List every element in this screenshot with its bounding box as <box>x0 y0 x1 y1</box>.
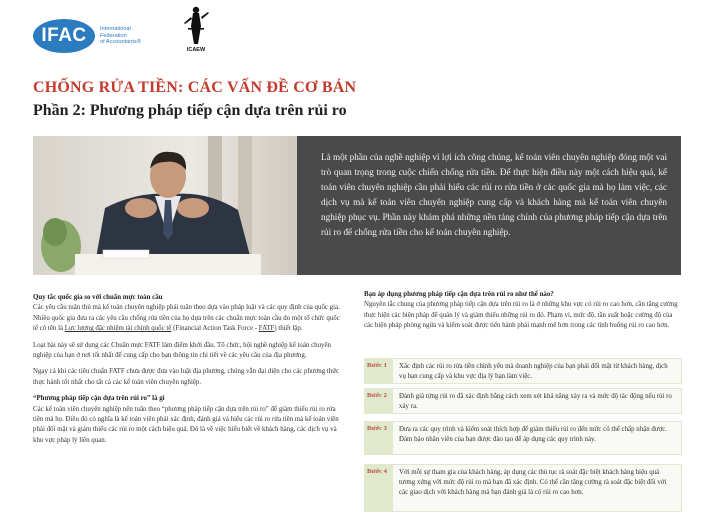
page-title: CHỐNG RỬA TIỀN: CÁC VẤN ĐỀ CƠ BẢN <box>33 79 357 96</box>
section-heading-risk-based-approach: “Phương pháp tiếp cận dựa trên rủi ro” là gì <box>33 395 165 403</box>
icaew-logo <box>180 4 212 54</box>
step-label: Bước 3 <box>364 421 393 455</box>
ifac-logo <box>33 19 162 53</box>
hero-paragraph: Là một phần của nghề nghiệp vì lợi ích công chúng, kế toán viên chuyên nghiệp đóng một vai trò quan trọng trong cuộc chiến chống rửa tiền. Để thực hiện điều này một cách hiệu quả, kế toán viên chuyên nghiệp cần phải hiểu các rủi ro rửa tiền ở các quốc gia mà họ làm việc, các dịch vụ mà kế toán viên chuyên nghiệp cung cấp và khách hàng mà kế toán viên chuyên nghiệp phục vụ. Phần này khám phá những nền tảng chính của phương pháp tiếp cận dựa trên rủi ro để chống rửa tiền cho kế toán chuyên nghiệp. <box>321 152 667 237</box>
paragraph-text: ) thiết lập. <box>274 325 303 333</box>
step-text: Xác định các rủi ro rửa tiền chính yếu mà doanh nghiệp của bạn phải đối mặt từ khách hàng, dịch vụ bạn cung cấp và khu vực địa lý bạn làm việc. <box>393 358 682 384</box>
paragraph-fatf-starting-point: Loạt bài này sẽ sử dụng các Chuẩn mực FATF làm điểm khởi đầu. Tổ chức, hội nghề nghiệp kế toán chuyên nghiệp của bạn ở nơi tốt nhất để cung cấp cho bạn thông tin chi tiết về các yêu cầu của địa phương. <box>33 341 331 360</box>
step-text: Đánh giá từng rủi ro đã xác định bằng cách xem xét khả năng xảy ra và mức độ tác động nếu rủi ro xảy ra. <box>393 388 682 414</box>
part-title: Phương pháp tiếp cận dựa trên rủi ro <box>85 102 347 119</box>
step-label: Bước 2 <box>364 388 393 414</box>
left-column <box>33 293 345 452</box>
section-heading-how-to-apply: Bạn áp dụng phương pháp tiếp cận dựa trên rủi ro như thế nào? <box>364 291 554 298</box>
paragraph-national-rules <box>33 303 345 334</box>
step-text: Với mỗi sự tham gia của khách hàng, áp dụng các thủ tục rà soát đặc biệt khách hàng hiệu quả tương xứng với mức độ rủi ro mà bạn đã xác định. Có thể cần tăng cường rà soát đặc biệt đối với các giao dịch với khách hàng mà bạn đánh giá là có rủi ro cao hơn. <box>393 464 682 512</box>
step-label: Bước 1 <box>364 358 393 384</box>
part-label: Phần 2: <box>33 102 86 119</box>
paragraph-best-practice: Ngay cả khi các tiêu chuẩn FATF chưa được đưa vào luật địa phương, chúng vẫn đại diện cho các phương thức thực hành tốt nhất cho tất cả các kế toán viên chuyên nghiệp. <box>33 368 340 386</box>
step-text: Đưa ra các quy trình và kiểm soát thích hợp để giảm thiểu rủi ro đến mức có thể chấp nhận được. Đảm bảo nhân viên của bạn được đào tạo để áp dụng các quy trình này. <box>393 421 682 455</box>
fatf-full-link[interactable]: Lực lượng đặc nhiệm tài chính quốc tế <box>64 325 172 333</box>
hero-photo-businessman <box>33 136 297 275</box>
step-2 <box>364 388 682 414</box>
ifac-caption-line: Federation <box>100 32 127 39</box>
ifac-logo-mark: IFAC <box>33 19 95 53</box>
step-1 <box>364 358 682 384</box>
ifac-caption-line: of Accountants® <box>100 39 141 46</box>
paragraph-text: Các yêu cầu tuân thủ mà kế toán chuyên nghiệp phải tuân theo dựa vào pháp luật và các quy định của quốc gia. Nhiều quốc gia đưa ra các yêu cầu chống rửa tiền của họ dựa trên các chuẩn mực toàn cầu do một tổ chức quốc tế có tên là <box>33 304 340 333</box>
step-4 <box>364 464 682 512</box>
ifac-caption-line: International <box>100 26 131 33</box>
page-subtitle <box>33 102 347 120</box>
hero-banner <box>33 136 681 275</box>
step-label: Bước 4 <box>364 464 393 512</box>
icaew-wordmark: ICAEW <box>186 47 206 53</box>
right-column <box>364 290 682 338</box>
icaew-crest-icon <box>180 4 212 46</box>
paragraph-general-principle: Nguyên tắc chung của phương pháp tiếp cận dựa trên rủi ro là ở những khu vực có rủi ro cao hơn, cần tăng cường thực hiện các biện pháp để quản lý và giảm thiểu những rủi ro đó. Phạm vi, mức độ, tần suất hoặc cường độ của các biện pháp phòng ngừa và kiểm soát được tiến hành phải mạnh mẽ hơn trong các tình huống rủi ro cao hơn. <box>364 301 678 330</box>
fatf-link[interactable]: FATF <box>258 325 275 333</box>
ifac-logo-caption <box>100 26 162 46</box>
step-3 <box>364 421 682 455</box>
paragraph-text: (Financial Action Task Force - <box>171 325 259 333</box>
paragraph-risk-based-approach: Các kế toán viên chuyên nghiệp nên tuân theo “phương pháp tiếp cận dựa trên rủi ro” để giảm thiểu rủi ro rửa tiền mà họ. Điều đó có nghĩa là kế toán viên phải xác định, đánh giá và hiểu các rủi ro rửa tiền mà kế toán viên phải đối mặt và giảm thiểu các rủi ro một cách hiệu quả. Đó là về việc hiểu biết về khách hàng, các dịch vụ và khu vực pháp lý liên quan. <box>33 405 339 444</box>
section-heading-national-vs-global: Quy tắc quốc gia so với chuẩn mực toàn cầu <box>33 294 163 301</box>
